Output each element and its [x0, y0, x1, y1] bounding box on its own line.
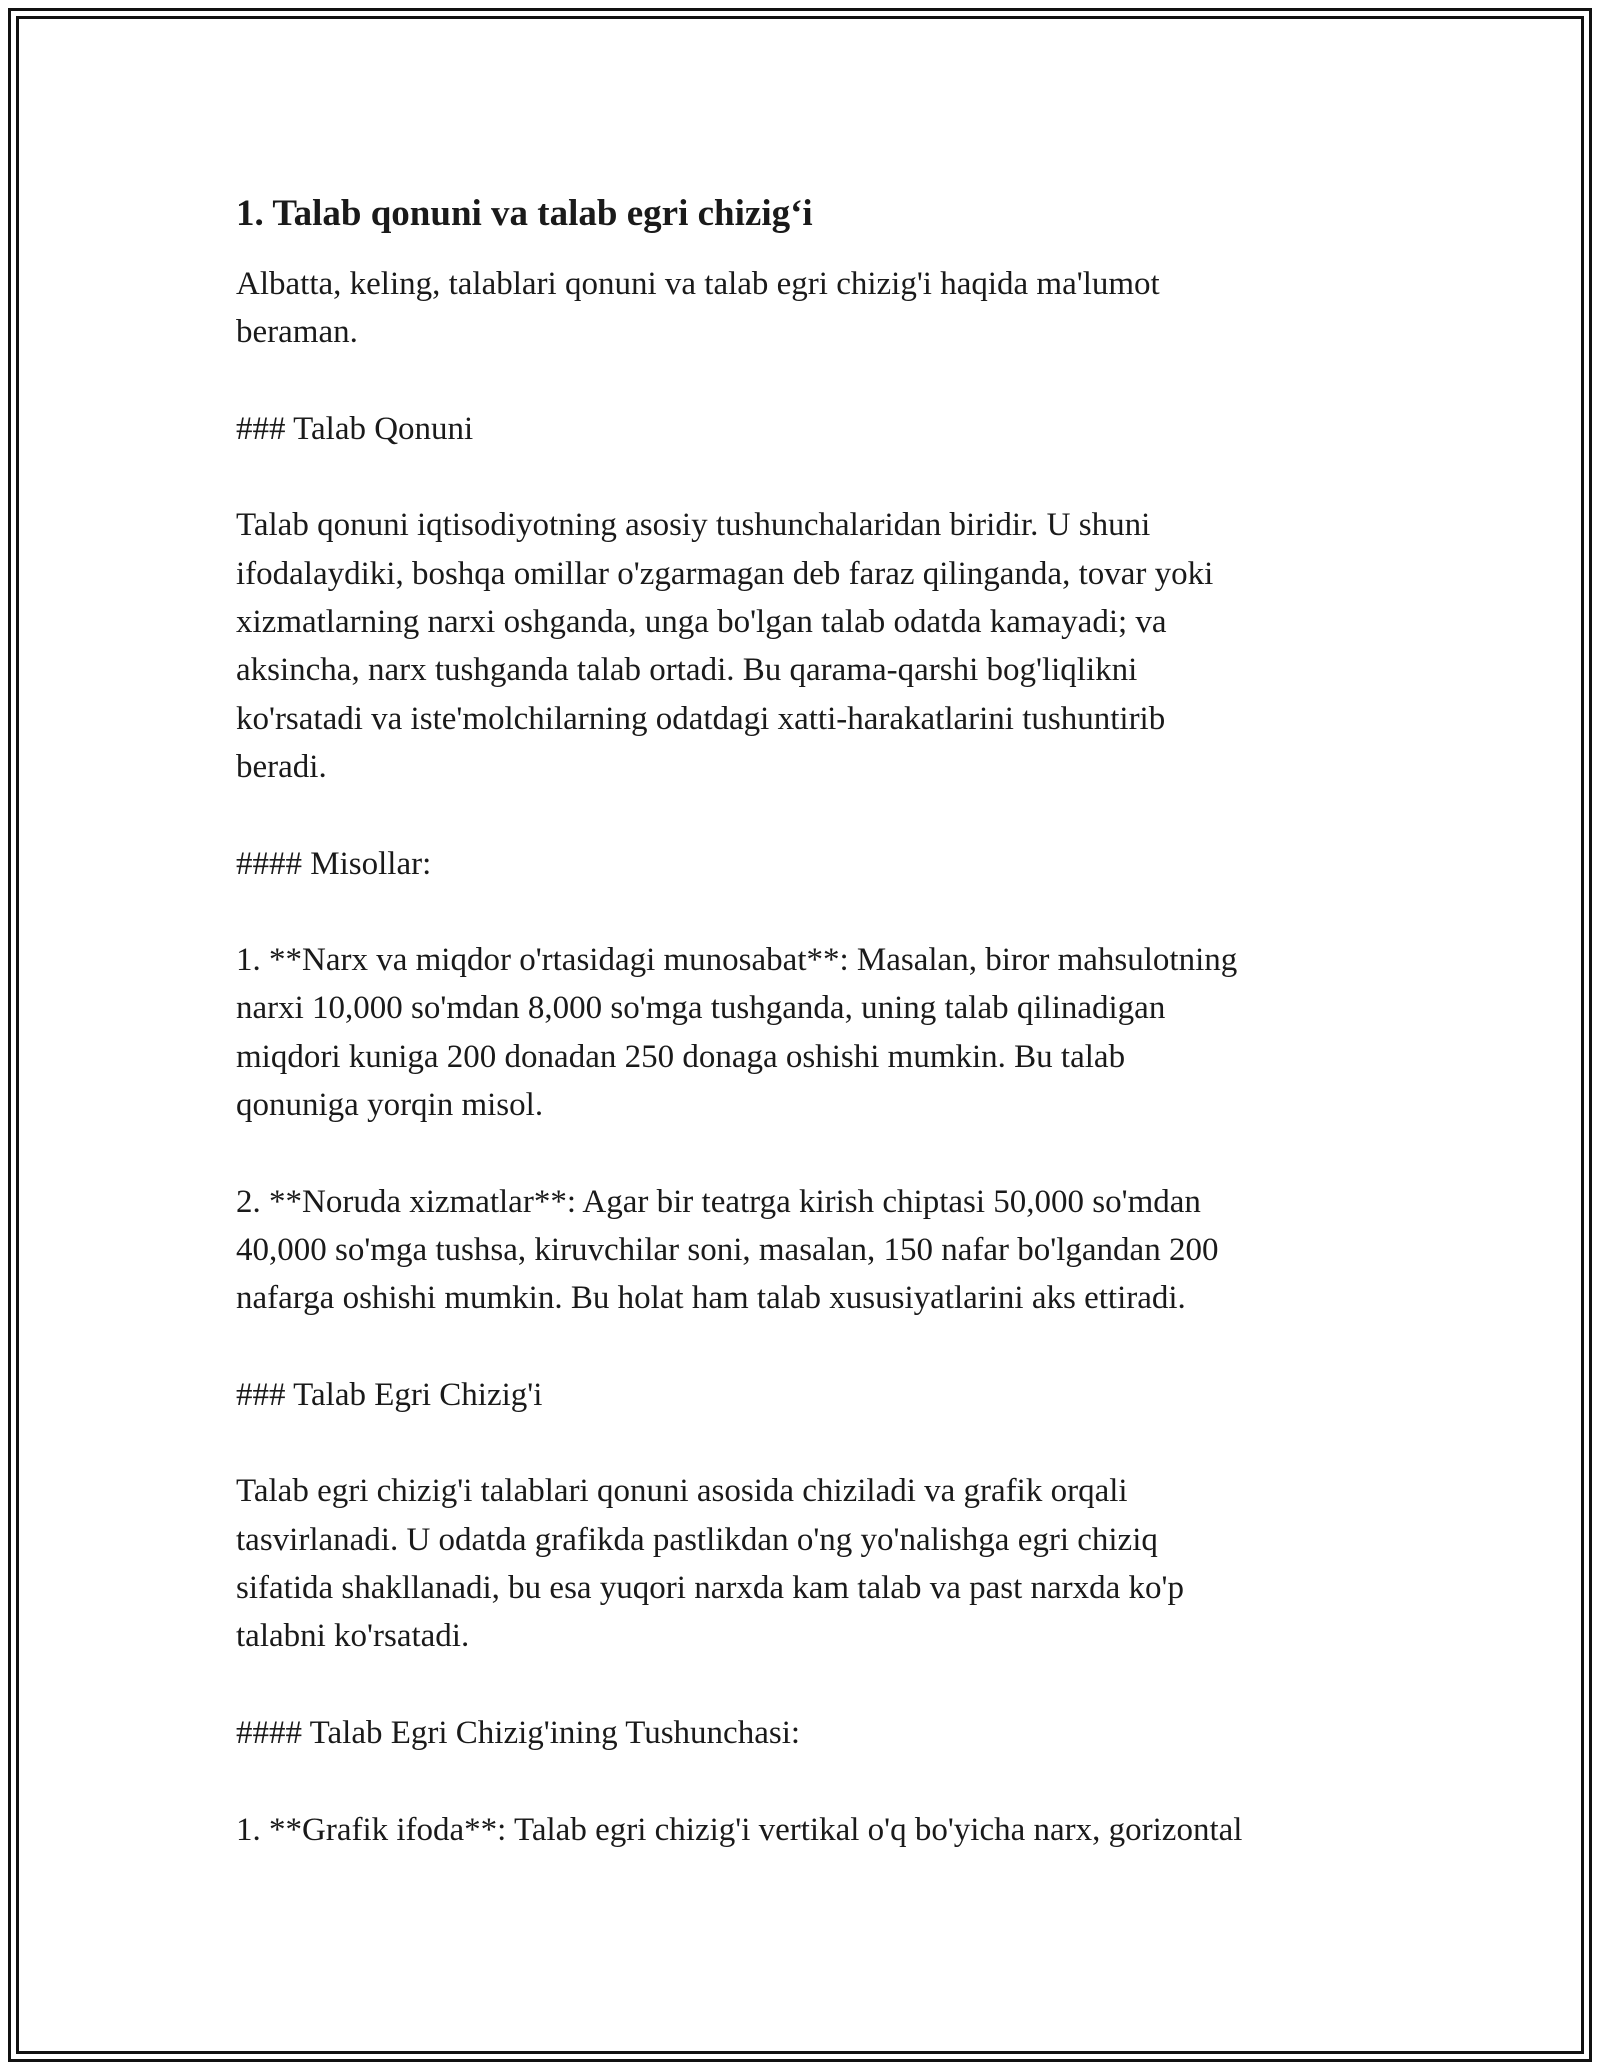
intro-paragraph: [236, 260, 1366, 357]
text-line: aksincha, narx tushganda talab ortadi. Bu qarama-qarshi bog'liqlikni: [236, 652, 1138, 689]
talab-qonuni-paragraph: [236, 501, 1366, 791]
document-body: [236, 186, 1366, 1854]
text-line: beraman.: [236, 314, 358, 351]
talab-egri-chizigi-paragraph: [236, 1467, 1366, 1660]
text-line: narxi 10,000 so'mdan 8,000 so'mga tushganda, uning talab qilinadigan: [236, 990, 1166, 1027]
section-heading-talab-egri-chizigi: [236, 1371, 1366, 1419]
text-line: qonuniga yorqin misol.: [236, 1087, 544, 1124]
text-line: #### Misollar:: [236, 845, 432, 882]
text-line: ifodalaydiki, boshqa omillar o'zgarmagan deb faraz qilinganda, tovar yoki: [236, 555, 1214, 592]
text-line: beradi.: [236, 748, 327, 785]
document-title: 1. Talab qonuni va talab egri chizig‘i: [236, 193, 813, 234]
text-line: Talab egri chizig'i talablari qonuni asosida chiziladi va grafik orqali: [236, 1473, 1128, 1510]
text-line: talabni ko'rsatadi.: [236, 1618, 470, 1655]
grafik-ifoda-paragraph: [236, 1806, 1366, 1854]
text-line: sifatida shakllanadi, bu esa yuqori narxda kam talab va past narxda ko'p: [236, 1570, 1184, 1607]
text-line: 1. **Grafik ifoda**: Talab egri chizig'i vertikal o'q bo'yicha narx, gorizontal: [236, 1811, 1243, 1848]
text-line: #### Talab Egri Chizig'ining Tushunchasi:: [236, 1714, 801, 1751]
text-line: Talab qonuni iqtisodiyotning asosiy tushunchalaridan biridir. U shuni: [236, 507, 1151, 544]
text-line: miqdori kuniga 200 donadan 250 donaga oshishi mumkin. Bu talab: [236, 1038, 1126, 1075]
text-line: 1. **Narx va miqdor o'rtasidagi munosabat**: Masalan, biror mahsulotning: [236, 942, 1238, 979]
text-line: ### Talab Qonuni: [236, 410, 474, 447]
text-line: nafarga oshishi mumkin. Bu holat ham talab xususiyatlarini aks ettiradi.: [236, 1280, 1186, 1317]
text-line: xizmatlarning narxi oshganda, unga bo'lgan talab odatda kamayadi; va: [236, 604, 1167, 641]
text-line: ko'rsatadi va iste'molchilarning odatdagi xatti-harakatlarini tushuntirib: [236, 700, 1166, 737]
example-2-paragraph: [236, 1178, 1366, 1323]
text-line: Albatta, keling, talablari qonuni va talab egri chizig'i haqida ma'lumot: [236, 266, 1160, 302]
text-line: tasvirlanadi. U odatda grafikda pastlikdan o'ng yo'nalishga egri chiziq: [236, 1521, 1158, 1558]
section-heading-talab-qonuni: [236, 405, 1366, 453]
example-1-paragraph: [236, 936, 1366, 1129]
text-line: 2. **Noruda xizmatlar**: Agar bir teatrga kirish chiptasi 50,000 so'mdan: [236, 1183, 1201, 1220]
text-line: ### Talab Egri Chizig'i: [236, 1376, 543, 1413]
subheading-misollar: [236, 840, 1366, 888]
text-line: 40,000 so'mga tushsa, kiruvchilar soni, masalan, 150 nafar bo'lgandan 200: [236, 1231, 1219, 1268]
subheading-tushunchasi: [236, 1709, 1366, 1757]
